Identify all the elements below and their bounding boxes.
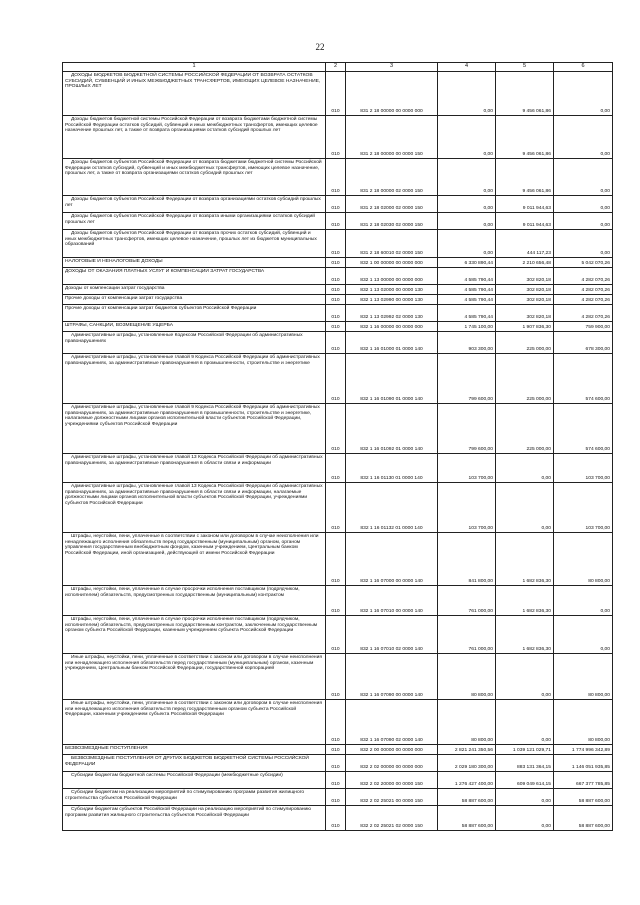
row-executed-value-cell: 444 117,23	[496, 230, 554, 258]
row-approved-value-cell: 0,00	[438, 230, 496, 258]
row-name-cell: Штрафы, неустойки, пени, уплаченные в соответствии с законом или договором в случае неисполнения или ненадлежащего исполнения обязательств перед государственным (муниципальным) органом, органом управления государственным внебюджетным фондом, казенным учреждением, Центральным банком Российской Федерации, иной организацией, действующей от имени Российской Федерации	[63, 533, 326, 586]
row-executed-value-cell: 225 000,00	[496, 404, 554, 454]
row-approved-value-cell: 58 887 600,00	[438, 789, 496, 806]
row-line-code-cell: 010	[326, 700, 346, 745]
table-row	[63, 159, 613, 196]
row-approved-value-cell: 841 800,00	[438, 533, 496, 586]
row-approved-value-cell: 6 330 890,44	[438, 258, 496, 268]
row-unexecuted-value-cell: 759 900,00	[554, 322, 613, 332]
row-name-cell: БЕЗВОЗМЕЗДНЫЕ ПОСТУПЛЕНИЯ ОТ ДРУГИХ БЮДЖЕТОВ БЮДЖЕТНОЙ СИСТЕМЫ РОССИЙСКОЙ ФЕДЕРАЦИИ	[63, 755, 326, 772]
table-row	[63, 285, 613, 295]
row-approved-value-cell: 4 585 790,44	[438, 305, 496, 322]
row-line-code-cell: 010	[326, 332, 346, 354]
row-executed-value-cell: 302 820,18	[496, 268, 554, 285]
table-row	[63, 116, 613, 159]
row-approved-value-cell: 4 585 790,44	[438, 268, 496, 285]
row-name-cell: Доходы бюджетов бюджетной системы Российской Федерации от возврата бюджетами бюджетной системы Российской Федерации остатков субсидий, субвенций и иных межбюджетных трансфертов, имеющих целевое назначение прошлых лет, а также от возврата организациями остатков субсидий прошлых лет	[63, 116, 326, 159]
row-budget-code-cell: 832 1 13 02000 00 0000 130	[346, 285, 438, 295]
row-unexecuted-value-cell: 103 700,00	[554, 483, 613, 533]
row-line-code-cell: 010	[326, 305, 346, 322]
row-executed-value-cell: 9 456 061,86	[496, 72, 554, 116]
row-budget-code-cell: 832 1 16 07000 00 0000 140	[346, 533, 438, 586]
table-row	[63, 454, 613, 483]
row-executed-value-cell: 225 000,00	[496, 332, 554, 354]
row-approved-value-cell: 0,00	[438, 196, 496, 213]
row-unexecuted-value-cell: 574 600,00	[554, 404, 613, 454]
row-approved-value-cell: 903 300,00	[438, 332, 496, 354]
row-unexecuted-value-cell: 80 800,00	[554, 654, 613, 700]
row-approved-value-cell: 2 821 241 350,56	[438, 745, 496, 755]
row-executed-value-cell: 1 682 836,30	[496, 616, 554, 654]
row-budget-code-cell: 832 2 02 25021 02 0000 150	[346, 806, 438, 831]
row-budget-code-cell: 831 2 18 00000 02 0000 150	[346, 159, 438, 196]
row-executed-value-cell: 9 011 944,63	[496, 213, 554, 230]
row-budget-code-cell: 832 2 02 00000 00 0000 000	[346, 755, 438, 772]
table-row	[63, 305, 613, 322]
table-row	[63, 213, 613, 230]
row-budget-code-cell: 831 2 18 02000 02 0000 150	[346, 196, 438, 213]
row-name-cell: Субсидии бюджетам субъектов Российской Федерации на реализацию мероприятий по стимулированию программ развития жилищного строительства субъектов Российской Федерации	[63, 806, 326, 831]
table-row	[63, 268, 613, 285]
row-unexecuted-value-cell: 574 600,00	[554, 354, 613, 404]
row-line-code-cell: 010	[326, 806, 346, 831]
row-executed-value-cell: 0,00	[496, 483, 554, 533]
row-executed-value-cell: 302 820,18	[496, 305, 554, 322]
row-line-code-cell: 010	[326, 789, 346, 806]
row-executed-value-cell: 0,00	[496, 806, 554, 831]
column-number: 3	[346, 63, 438, 72]
table-row	[63, 806, 613, 831]
row-line-code-cell: 010	[326, 268, 346, 285]
row-executed-value-cell: 0,00	[496, 700, 554, 745]
row-budget-code-cell: 832 1 00 00000 00 0000 000	[346, 258, 438, 268]
table-row	[63, 230, 613, 258]
table-row	[63, 654, 613, 700]
row-line-code-cell: 010	[326, 745, 346, 755]
row-budget-code-cell: 832 1 16 01132 01 0000 140	[346, 483, 438, 533]
row-name-cell: НАЛОГОВЫЕ И НЕНАЛОГОВЫЕ ДОХОДЫ	[63, 258, 326, 268]
row-budget-code-cell: 831 2 18 02030 02 0000 150	[346, 213, 438, 230]
row-line-code-cell: 010	[326, 654, 346, 700]
row-unexecuted-value-cell: 0,00	[554, 586, 613, 616]
row-executed-value-cell: 302 820,18	[496, 285, 554, 295]
row-name-cell: Административные штрафы, установленные главой 9 Кодекса Российской Федерации об административных правонарушениях, за административные правонарушения в промышленности, строительстве и энергетике, налагаемые должностными лицами органов исполнительной власти субъектов Российской Федерации, учреждениями субъектов Российской Федерации	[63, 404, 326, 454]
row-budget-code-cell: 832 2 02 25021 00 0000 150	[346, 789, 438, 806]
column-number: 4	[438, 63, 496, 72]
row-name-cell: Доходы бюджетов субъектов Российской Федерации от возврата организациями остатков субсидий прошлых лет	[63, 196, 326, 213]
row-unexecuted-value-cell: 4 282 070,26	[554, 268, 613, 285]
row-approved-value-cell: 1 276 427 400,00	[438, 772, 496, 789]
row-unexecuted-value-cell: 0,00	[554, 230, 613, 258]
table-row	[63, 354, 613, 404]
row-name-cell: Доходы бюджетов субъектов Российской Федерации от возврата бюджетами бюджетной системы Российской Федерации остатков субсидий, субвенций и иных межбюджетных трансфертов, имеющих целевое назначение, прошлых лет, а также от возврата организациями остатков субсидий прошлых лет	[63, 159, 326, 196]
column-number: 1	[63, 63, 326, 72]
row-executed-value-cell: 0,00	[496, 454, 554, 483]
row-approved-value-cell: 0,00	[438, 72, 496, 116]
row-line-code-cell: 010	[326, 116, 346, 159]
table-row	[63, 616, 613, 654]
row-name-cell: Административные штрафы, установленные главой 13 Кодекса Российской Федерации об административных правонарушениях, за административные правонарушения в области связи и информации, налагаемые должностными лицами органов исполнительной власти субъектов Российской Федерации, учреждениями субъектов Российской Федерации	[63, 483, 326, 533]
row-name-cell: БЕЗВОЗМЕЗДНЫЕ ПОСТУПЛЕНИЯ	[63, 745, 326, 755]
row-approved-value-cell: 799 600,00	[438, 354, 496, 404]
row-unexecuted-value-cell: 0,00	[554, 116, 613, 159]
table-row	[63, 483, 613, 533]
row-name-cell: Субсидии бюджетам на реализацию мероприятий по стимулированию программ развития жилищного строительства субъектов Российской Федерации	[63, 789, 326, 806]
row-approved-value-cell: 4 585 790,44	[438, 285, 496, 295]
revenue-table	[62, 62, 613, 831]
row-name-cell: Иные штрафы, неустойки, пени, уплаченные в соответствии с законом или договором в случае неисполнения или ненадлежащего исполнения обязательств перед государственным (муниципальным) органом, казенным учреждением, Центральным банком Российской Федерации, государственной корпорацией	[63, 654, 326, 700]
row-unexecuted-value-cell: 0,00	[554, 72, 613, 116]
row-budget-code-cell: 832 1 16 07090 02 0000 140	[346, 700, 438, 745]
row-line-code-cell: 010	[326, 230, 346, 258]
row-line-code-cell: 010	[326, 404, 346, 454]
table-row	[63, 322, 613, 332]
table-row	[63, 332, 613, 354]
row-budget-code-cell: 831 2 18 00000 00 0000 000	[346, 72, 438, 116]
row-executed-value-cell: 2 210 656,48	[496, 258, 554, 268]
row-executed-value-cell: 1 682 836,30	[496, 533, 554, 586]
column-number: 5	[496, 63, 554, 72]
row-budget-code-cell: 832 1 16 01000 01 0000 140	[346, 332, 438, 354]
row-unexecuted-value-cell: 1 774 996 342,89	[554, 745, 613, 755]
row-name-cell: Прочие доходы от компенсации затрат государства	[63, 295, 326, 305]
row-approved-value-cell: 0,00	[438, 213, 496, 230]
row-approved-value-cell: 0,00	[438, 159, 496, 196]
row-executed-value-cell: 0,00	[496, 789, 554, 806]
revenue-table-body	[63, 63, 613, 831]
row-unexecuted-value-cell: 58 887 600,00	[554, 806, 613, 831]
row-approved-value-cell: 103 700,00	[438, 454, 496, 483]
row-name-cell: Штрафы, неустойки, пени, уплаченные в случае просрочки исполнения поставщиком (подрядчиком, исполнителем) обязательств, предусмотренных государственным контрактом, заключенным государственным органом субъекта Российской Федерации, казенным учреждением субъекта Российской Федерации	[63, 616, 326, 654]
table-row	[63, 533, 613, 586]
row-budget-code-cell: 832 1 16 00000 00 0000 000	[346, 322, 438, 332]
row-budget-code-cell: 831 2 18 00000 00 0000 150	[346, 116, 438, 159]
row-unexecuted-value-cell: 4 282 070,26	[554, 295, 613, 305]
row-line-code-cell: 010	[326, 159, 346, 196]
row-name-cell: ШТРАФЫ, САНКЦИИ, ВОЗМЕЩЕНИЕ УЩЕРБА	[63, 322, 326, 332]
row-name-cell: Административные штрафы, установленные главой 9 Кодекса Российской Федерации об административных правонарушениях, за административные правонарушения в промышленности, строительстве и энергетике	[63, 354, 326, 404]
row-budget-code-cell: 831 2 18 60010 02 0000 150	[346, 230, 438, 258]
table-row	[63, 789, 613, 806]
row-executed-value-cell: 1 682 836,30	[496, 586, 554, 616]
row-line-code-cell: 010	[326, 586, 346, 616]
row-approved-value-cell: 2 029 180 300,00	[438, 755, 496, 772]
row-line-code-cell: 010	[326, 196, 346, 213]
row-unexecuted-value-cell: 4 282 070,26	[554, 285, 613, 295]
row-executed-value-cell: 225 000,00	[496, 354, 554, 404]
row-executed-value-cell: 609 049 614,15	[496, 772, 554, 789]
row-name-cell: Доходы от компенсации затрат государства	[63, 285, 326, 295]
table-row	[63, 258, 613, 268]
row-line-code-cell: 010	[326, 454, 346, 483]
row-unexecuted-value-cell: 5 042 070,26	[554, 258, 613, 268]
table-row	[63, 700, 613, 745]
row-approved-value-cell: 761 000,00	[438, 586, 496, 616]
row-budget-code-cell: 832 1 13 02992 02 0000 130	[346, 305, 438, 322]
row-executed-value-cell: 883 131 364,15	[496, 755, 554, 772]
table-row	[63, 745, 613, 755]
row-budget-code-cell: 832 1 13 00000 00 0000 000	[346, 268, 438, 285]
table-row	[63, 755, 613, 772]
row-line-code-cell: 010	[326, 258, 346, 268]
table-row	[63, 404, 613, 454]
row-budget-code-cell: 832 1 16 07010 02 0000 140	[346, 616, 438, 654]
row-budget-code-cell: 832 1 16 07010 00 0000 140	[346, 586, 438, 616]
row-name-cell: Прочие доходы от компенсации затрат бюджетов субъектов Российской Федерации	[63, 305, 326, 322]
row-line-code-cell: 010	[326, 533, 346, 586]
row-budget-code-cell: 832 1 16 01092 01 0000 140	[346, 404, 438, 454]
row-unexecuted-value-cell: 678 300,00	[554, 332, 613, 354]
row-unexecuted-value-cell: 103 700,00	[554, 454, 613, 483]
row-unexecuted-value-cell: 4 282 070,26	[554, 305, 613, 322]
row-unexecuted-value-cell: 80 800,00	[554, 700, 613, 745]
table-row	[63, 295, 613, 305]
row-budget-code-cell: 832 1 16 07090 00 0000 140	[346, 654, 438, 700]
row-name-cell: Административные штрафы, установленные главой 13 Кодекса Российской Федерации об административных правонарушениях, за административные правонарушения в области связи и информации	[63, 454, 326, 483]
row-approved-value-cell: 80 800,00	[438, 700, 496, 745]
row-line-code-cell: 010	[326, 354, 346, 404]
row-executed-value-cell: 9 456 061,86	[496, 159, 554, 196]
row-executed-value-cell: 1 039 121 029,71	[496, 745, 554, 755]
column-number-row	[63, 63, 613, 72]
row-unexecuted-value-cell: 667 377 785,85	[554, 772, 613, 789]
row-line-code-cell: 010	[326, 616, 346, 654]
table-row	[63, 72, 613, 116]
row-name-cell: Субсидии бюджетам бюджетной системы Российской Федерации (межбюджетные субсидии)	[63, 772, 326, 789]
row-name-cell: ДОХОДЫ БЮДЖЕТОВ БЮДЖЕТНОЙ СИСТЕМЫ РОССИЙСКОЙ ФЕДЕРАЦИИ ОТ ВОЗВРАТА ОСТАТКОВ СУБСИДИЙ, СУБВЕНЦИЙ И ИНЫХ МЕЖБЮДЖЕТНЫХ ТРАНСФЕРТОВ, ИМЕЮЩИХ ЦЕЛЕВОЕ НАЗНАЧЕНИЕ, ПРОШЛЫХ ЛЕТ	[63, 72, 326, 116]
row-unexecuted-value-cell: 0,00	[554, 616, 613, 654]
row-executed-value-cell: 0,00	[496, 654, 554, 700]
row-budget-code-cell: 832 1 13 02990 00 0000 130	[346, 295, 438, 305]
row-name-cell: Иные штрафы, неустойки, пени, уплаченные в соответствии с законом или договором в случае неисполнения или ненадлежащего исполнения обязательств перед государственным органом субъекта Российской Федерации, казенным учреждением субъекта Российской Федерации	[63, 700, 326, 745]
row-name-cell: Доходы бюджетов субъектов Российской Федерации от возврата иными организациями остатков субсидий прошлых лет	[63, 213, 326, 230]
row-line-code-cell: 010	[326, 322, 346, 332]
row-budget-code-cell: 832 2 02 20000 00 0000 150	[346, 772, 438, 789]
table-row	[63, 772, 613, 789]
row-executed-value-cell: 302 820,18	[496, 295, 554, 305]
row-name-cell: Административные штрафы, установленные Кодексом Российской Федерации об административных правонарушениях	[63, 332, 326, 354]
row-name-cell: ДОХОДЫ ОТ ОКАЗАНИЯ ПЛАТНЫХ УСЛУГ И КОМПЕНСАЦИИ ЗАТРАТ ГОСУДАРСТВА	[63, 268, 326, 285]
row-approved-value-cell: 58 887 600,00	[438, 806, 496, 831]
row-name-cell: Доходы бюджетов субъектов Российской Федерации от возврата прочих остатков субсидий, субвенций и иных межбюджетных трансфертов, имеющих целевое назначение, прошлых лет из бюджетов муниципальных образований	[63, 230, 326, 258]
row-approved-value-cell: 761 000,00	[438, 616, 496, 654]
row-approved-value-cell: 1 745 100,00	[438, 322, 496, 332]
row-budget-code-cell: 832 2 00 00000 00 0000 000	[346, 745, 438, 755]
row-budget-code-cell: 832 1 16 01130 01 0000 140	[346, 454, 438, 483]
row-line-code-cell: 010	[326, 483, 346, 533]
row-approved-value-cell: 0,00	[438, 116, 496, 159]
row-executed-value-cell: 1 907 836,30	[496, 322, 554, 332]
row-approved-value-cell: 80 800,00	[438, 654, 496, 700]
row-approved-value-cell: 4 585 790,44	[438, 295, 496, 305]
row-line-code-cell: 010	[326, 285, 346, 295]
row-name-cell: Штрафы, неустойки, пени, уплаченные в случае просрочки исполнения поставщиком (подрядчиком, исполнителем) обязательств, предусмотренных государственным (муниципальным) контрактом	[63, 586, 326, 616]
row-unexecuted-value-cell: 0,00	[554, 196, 613, 213]
row-unexecuted-value-cell: 1 146 051 935,85	[554, 755, 613, 772]
row-approved-value-cell: 103 700,00	[438, 483, 496, 533]
row-approved-value-cell: 799 600,00	[438, 404, 496, 454]
column-number: 2	[326, 63, 346, 72]
row-unexecuted-value-cell: 80 800,00	[554, 533, 613, 586]
column-number: 6	[554, 63, 613, 72]
row-executed-value-cell: 9 456 061,86	[496, 116, 554, 159]
row-line-code-cell: 010	[326, 213, 346, 230]
row-line-code-cell: 010	[326, 72, 346, 116]
row-budget-code-cell: 832 1 16 01090 01 0000 140	[346, 354, 438, 404]
row-unexecuted-value-cell: 0,00	[554, 213, 613, 230]
row-line-code-cell: 010	[326, 755, 346, 772]
row-line-code-cell: 010	[326, 772, 346, 789]
row-unexecuted-value-cell: 0,00	[554, 159, 613, 196]
table-row	[63, 586, 613, 616]
table-row	[63, 196, 613, 213]
row-executed-value-cell: 9 011 944,63	[496, 196, 554, 213]
page-number: 22	[315, 42, 325, 52]
row-line-code-cell: 010	[326, 295, 346, 305]
row-unexecuted-value-cell: 58 887 600,00	[554, 789, 613, 806]
